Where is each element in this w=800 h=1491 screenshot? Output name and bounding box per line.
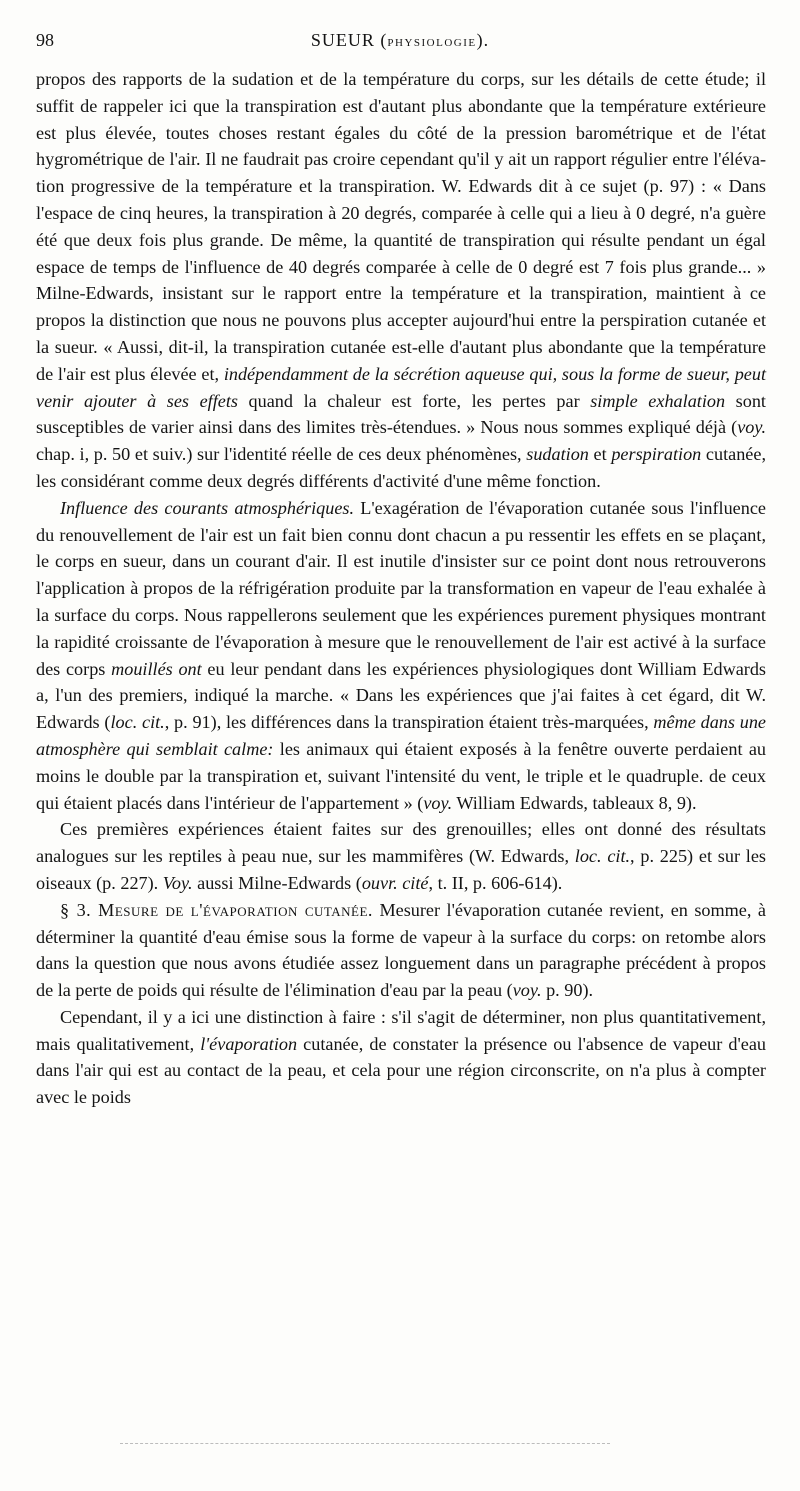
text-run: Cependant, il y a ici une distinction à faire : s'il s'agit de déterminer, non plus quantitativement, mais qualitativement, <box>36 1006 766 1054</box>
text-run: William Edwards, tableaux 8, 9). <box>452 792 697 813</box>
italic-run: indépendamment de la sécrétion aqueuse qui, sous la forme de sueur, peut venir ajouter à ses effets <box>36 363 767 411</box>
italic-run: l'évaporation <box>200 1033 298 1054</box>
paragraph-air-currents <box>36 495 766 817</box>
text-run: cutanée, les considérant comme deux degrés différents d'activité d'une même fonction. <box>36 444 766 491</box>
page-header <box>36 30 764 56</box>
italic-run: Influence des courants atmosphériques. <box>60 497 355 518</box>
text-run: sont susceptibles de varier ainsi dans des limites très-étendues. » Nous nous sommes expliqué déjà ( <box>36 390 766 438</box>
running-title-small: PHYSIOLOGIE <box>387 37 477 49</box>
italic-run: voy. <box>737 417 766 438</box>
paragraph-measurement <box>36 897 766 1004</box>
body-text <box>36 66 766 1111</box>
text-run: Ces premières expériences étaient faites sur des grenouilles; elles ont donné des résultats analogues sur les reptiles à peau nue, sur les mammifères (W. Edwards, <box>36 819 766 867</box>
italic-run: loc. cit. <box>574 846 631 867</box>
italic-run: mouillés ont <box>111 658 202 679</box>
paragraph-temperature <box>36 66 766 495</box>
text-run: propos des rapports de la sudation et de la température du corps, sur les détails de cette étude; il suffit de rappeler ici que la transpiration est d'autant plus abondante que la température extérieure est plus élevée, toutes choses restant égales du côté de la pression barométrique et de l'état hygrométrique de l'air. Il ne faudrait pas croire cependant qu'il y ait un rapport régulier entre l'élévation progressive de la température et la transpiration. W. Edwards dit à ce sujet (p. 97) : « Dans l'espace de cinq heures, la transpiration à 20 degrés, comparée à celle qui a lieu à 0 degré, n'a guère été que deux fois plus grande. De même, la quantité de transpiration qui résulte pendant un égal espace de temps de l'influence de 40 degrés comparée à celle de 0 degré est 7 fois plus grande... » Milne-Edwards, insistant sur le rapport entre la température et la transpiration, maintient à ce propos la distinction que nous ne pouvons plus accepter aujourd'hui entre la perspiration cutanée et la sueur. « Aussi, dit-il, la transpiration cutanée est-elle d'autant plus abondante que la température de l'air est plus élevée et, <box>36 69 766 384</box>
italic-run: même dans une atmosphère qui semblait calme: <box>36 712 766 759</box>
text-run: p. 90). <box>541 980 594 1001</box>
paragraph-distinction <box>36 1004 766 1111</box>
bottom-rule <box>120 1443 610 1444</box>
text-run: Mesurer l'évaporation cutanée revient, en somme, à déterminer la quantité d'eau émise sous la forme de vapeur à la surface du corps: on retombe alors dans la question que nous avons étudiée assez longuement dans un paragraphe précédent à propos de la perte de poids qui résulte de l'élimination d'eau par la peau ( <box>36 899 766 1001</box>
text-run: aussi Milne-Edwards ( <box>192 872 362 893</box>
text-run: L'exagération de l'évaporation cutanée sous l'influence du renouvellement de l'air est un fait bien connu dont chacun a pu ressentir les effets en se plaçant, le corps en sueur, dans un courant d'air. Il est inutile d'insister sur ce point dont nous retrouverons l'application à propos de la réfrigération produite par la transformation en vapeur de l'eau exhalée à la surface du corps. Nous rappellerons seulement que les expériences purement physiques montrant la rapidité croissante de l'évaporation à mesure que le renouvellement de l'air est activé à la surface des corps <box>36 497 766 679</box>
italic-run: simple exhalation <box>590 390 726 411</box>
text-run: , p. 225) et sur les oiseaux (p. 227). <box>36 846 766 893</box>
paragraph-first-experiments <box>36 816 766 896</box>
italic-run: loc. cit. <box>110 712 165 733</box>
italic-run: voy. <box>423 792 453 813</box>
running-title <box>36 30 764 51</box>
text-run: chap. i, p. 50 et suiv.) sur l'identité réelle de ces deux phénomènes, <box>36 444 527 465</box>
text-run: les animaux qui étaient exposés à la fenêtre ouverte perdaient au moins le double par la transpiration et, suivant l'intensité du vent, le triple et le quadruple. de ceux qui étaient placés dans l'intérieur de l'appartement » ( <box>36 738 766 813</box>
running-title-end: ). <box>476 30 490 50</box>
italic-run: ouvr. cité <box>361 872 429 893</box>
text-run: , p. 91), les différences dans la transpiration étaient très-marquées, <box>164 712 654 733</box>
italic-run: sudation <box>526 444 589 465</box>
section-heading: § 3. Mesure de l'évaporation cutanée. <box>60 899 373 920</box>
italic-run: perspiration <box>611 444 702 465</box>
text-run: eu leur pendant dans les expériences physiologiques dont William Edwards a, l'un des premiers, indiqué la marche. « Dans les expériences que j'ai faites à cet égard, dit W. Edwards ( <box>36 658 767 733</box>
running-title-main: SUEUR ( <box>310 30 388 50</box>
text-run: , t. II, p. 606-614). <box>428 872 563 893</box>
text-run: et <box>588 444 612 465</box>
page-number: 98 <box>36 30 54 50</box>
text-run: cutanée, de constater la présence ou l'absence de vapeur d'eau dans l'air qui est au contact de la peau, et cela pour une région circonscrite, on n'a plus à compter avec le poids <box>36 1033 766 1108</box>
text-run: quand la chaleur est forte, les pertes par <box>237 390 591 411</box>
italic-run: voy. <box>512 980 542 1001</box>
italic-run: Voy. <box>162 872 193 893</box>
